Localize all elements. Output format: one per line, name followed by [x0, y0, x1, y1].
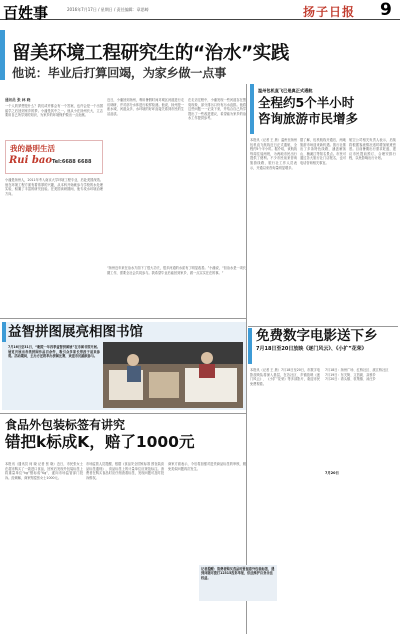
food-note-box: 记者提醒：消费者购买食品时要留意外包装标签，遇到问题可拨打12315投诉举报，依法维护自身合法权益。 — [199, 565, 277, 601]
page-number: 9 — [380, 0, 392, 20]
section-rule — [248, 326, 398, 327]
food-text-col1: 本报讯（通讯员 何 晓 记者 张 晓）近日，市民张女士在超市购买了一款进口食品，回家后发现外包装标签上将重量单位“kg”错标成“Kg”，遂向市场监管部门投诉。经调解，商家赔偿张女士1000元。 — [5, 462, 83, 480]
newspaper-logo: 扬子日报 — [303, 5, 356, 19]
section-title: 百姓事 — [3, 4, 49, 22]
ad-tel: Tel:6688 6688 — [52, 159, 92, 165]
movie-subheadline: 7月18日至20日放映《逐门风云》、《小扩”花荣》 — [256, 346, 367, 352]
movie-date-label: 7月20日 — [325, 471, 339, 475]
page-header — [0, 0, 400, 20]
ad-heading: 我的最明生活 — [10, 144, 55, 153]
flight-text-col2: 据了解，包机航线开通后，两地旅游市场迎来新机遇。旅行社推出了多条特色线路，涵盖雁荡山、楠溪江等知名景点。市民可通过各大旅行社门店报名，也可电话咨询相关事宜。 — [300, 138, 346, 165]
section-rule — [0, 318, 246, 319]
bookstore-accent-bar — [2, 322, 6, 342]
lead-text-col3: 在走访过程中，小潘发现一些河道存在黑臭现象，部分排污口仍有污水直排。他将这些问题一一记录下来，并结合自己所学提出了一些改进建议，希望能为家乡的治水工作提供参考。 — [188, 98, 246, 121]
flight-text-col3: 航空公司相关负责人表示，后续将根据客流情况适时增加航班密度。目前暑期出行需求旺盛，建议市民提前预订，合理安排行程，以免影响出行计划。 — [349, 138, 396, 161]
flight-headline-2: 咨询旅游市民增多 — [258, 111, 359, 126]
movie-accent-bar — [248, 328, 252, 364]
lead-byline: 通讯员 张 林 晓 — [5, 98, 31, 102]
lead-text-col2: 近日，小潘回到扬州，利用暑假时间对城区河道进行走访调研，并对部分水体进行取样检测。他说，扬州是一座水城，河道众多，水环境的好坏直接关系到市民的生活品质。 — [107, 98, 184, 116]
lead-accent-bar — [0, 30, 5, 80]
movie-headline: 免费数字电影送下乡 — [256, 328, 378, 344]
lead-subheadline: 他说：毕业后打算回竭，为家乡做一点事 — [12, 66, 226, 80]
movie-schedule: 7月18日：扬州广场、红桥社区、渡江桥社区 7月19日：东关街、文昌阁、双桥乡 7月20日：湾头镇、杭集镇、汤汪乡 — [325, 368, 389, 382]
flight-text-col1: 本报讯（记者 王 晨）温州至扬州包机直飞航线近日正式通航，全程约5个半小时。据介绍，该航线每周往返两班，为两地市民出行提供了便利。不少市民前来咨询旅游线路，旅行社工作人员表示，开通以来咨询量明显增多。 — [250, 138, 297, 170]
flight-kicker: 温州包机直飞已是真正式通航 — [258, 88, 313, 93]
ad-brand: Rui bao — [9, 155, 53, 166]
bookstore-text: 7月16日至31日，“毗陵一年四季益智拼图展”在市图书馆开展。展览共展出各类拼图作品百余件，吸引众多家长带孩子前来参观。活动期间，主办方还将举办拼图比赛，欢迎市民踊跃参与。 — [8, 345, 100, 359]
ad-box — [5, 140, 103, 174]
food-headline-1: 食品外包装标签有讲究 — [5, 418, 126, 432]
section-rule — [0, 413, 246, 414]
lead-text-col1a: 一个人的梦想是什么？我们或许都会有一个答案，也许会是一个出国留学之后回到家乡的梦。小潘是其中之一。他从小在扬州长大，立志要用自己所学到的知识，为家乡的环境保护做出一点贡献。 — [5, 104, 103, 118]
column-divider — [246, 84, 247, 634]
bookstore-headline: 益智拼图展亮相图书馆 — [8, 324, 143, 340]
food-text-col3: 商家方面表示，今后将加强对进货商品标签的审核，避免类似问题再次发生。 — [168, 462, 246, 471]
issue-info: 2016年7月17日 / 星期日 / 责任编辑：章思畴 — [67, 7, 149, 12]
food-text-col2: 市场监管人员提醒，根据《食品安全国家标准 预包装食品标签通则》，食品标签上的计量单位应规范标注。消费者在购买食品时应仔细查看标签，发现问题可及时投诉维权。 — [86, 462, 164, 480]
food-headline-2: 错把k标成K，赔了1000元 — [5, 433, 195, 451]
lead-text-col-lower: “扬州近年来在治水方面下了很大功夫，很多河道的水质有了明显改善。”小潘说，“但治水是一项长期工作，需要全社会共同参与。我希望毕业后能回到家乡，做一点实实在在的事。” — [107, 266, 246, 275]
lead-headline: 留美环境工程研究生的“治水”实践 — [12, 43, 289, 64]
movie-text-col1: 本报讯（记者 王 晨）7月18日至20日，市数字电影放映队将深入基层，在各社区、乡镇放映《逐门风云》、《小扩”花荣》等多部影片，欢迎市民免费观看。 — [250, 368, 320, 386]
bookstore-photo — [103, 342, 243, 408]
flight-accent-bar — [250, 84, 254, 134]
flight-headline-1: 全程约5个半小时 — [258, 95, 355, 110]
lead-text-col1b: 小潘是扬州人，2011年考入南京大学环境工程专业，后赴美国深造。他在环境工程方面有着浓厚的兴趣，从本科开始就参与学校的水处理实验，积累了丰富的研究经验。在美国读研期间，他专攻水环境治理方向。 — [5, 178, 103, 196]
